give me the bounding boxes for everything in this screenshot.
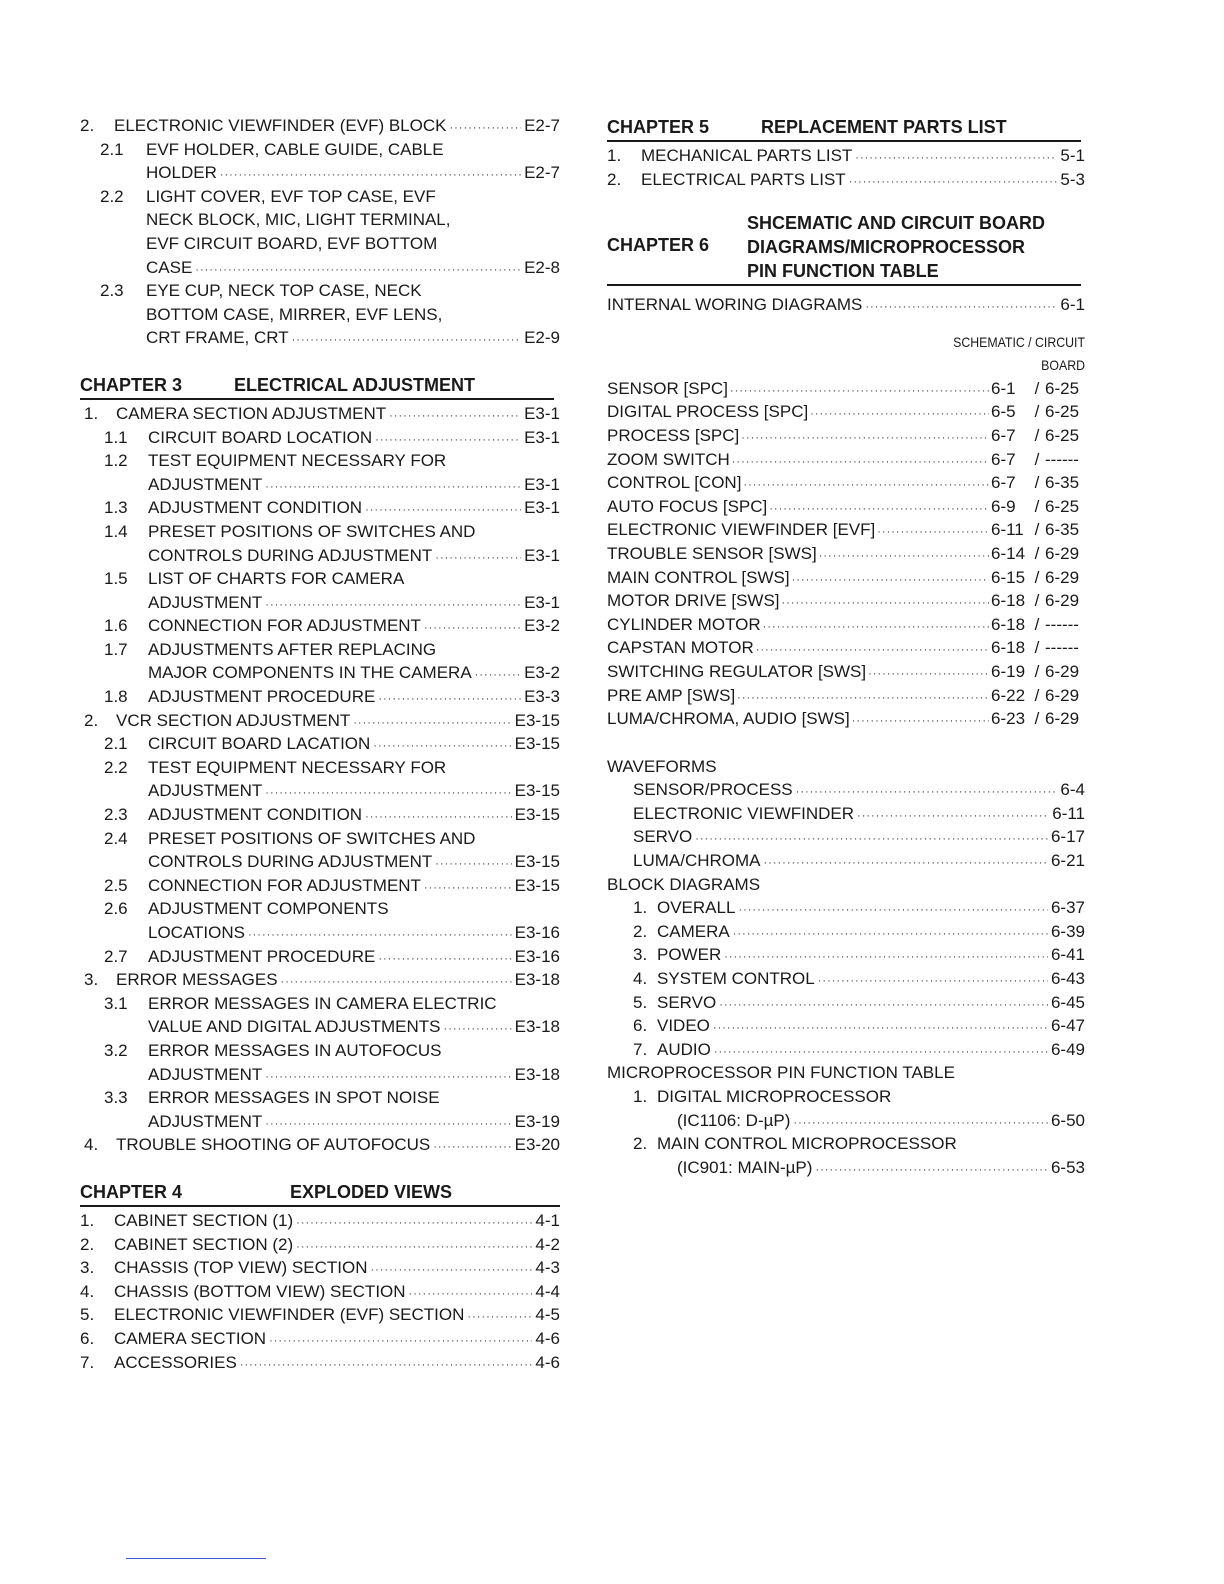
toc-entry-3-3-1[interactable]: 3.1 ERROR MESSAGES IN CAMERA ELECTRIC VALUE AND DIGITAL ADJUSTMENTS ····· E3-18 xyxy=(80,992,560,1039)
toc-entry-waveform[interactable]: LUMA/CHROMA ····· 6-21 xyxy=(607,849,1085,873)
toc-entry-3-2-5[interactable]: 2.5 CONNECTION FOR ADJUSTMENT ····· E3-15 xyxy=(80,874,560,898)
toc-entry-waveform[interactable]: SENSOR/PROCESS ····· 6-4 xyxy=(607,778,1085,802)
schematic-entry[interactable]: MAIN CONTROL [SWS] ····· 6-15 / 6-29 xyxy=(607,566,1085,590)
toc-entry-micro-1[interactable]: 1. DIGITAL MICROPROCESSOR (IC1106: D-µP) ····· 6-50 xyxy=(607,1085,1085,1132)
toc-entry-3-2-4[interactable]: 2.4 PRESET POSITIONS OF SWITCHES AND CONTROLS DURING ADJUSTMENT ····· E3-15 xyxy=(80,827,560,874)
toc-entry-5-1[interactable]: 1. MECHANICAL PARTS LIST ····· 5-1 xyxy=(607,144,1085,168)
toc-entry-3-1-1[interactable]: 1.1 CIRCUIT BOARD LOCATION ····· E3-1 xyxy=(80,426,560,450)
toc-entry-block[interactable]: 3. POWER ····· 6-41 xyxy=(607,943,1085,967)
toc-entry-3-3-2[interactable]: 3.2 ERROR MESSAGES IN AUTOFOCUS ADJUSTMENT ····· E3-18 xyxy=(80,1039,560,1086)
toc-entry-waveform[interactable]: ELECTRONIC VIEWFINDER ····· 6-11 xyxy=(607,802,1085,826)
schematic-circuit-header: SCHEMATIC / CIRCUIT xyxy=(953,333,1085,350)
toc-entry-5-3[interactable]: 2. ELECTRICAL PARTS LIST ····· 5-3 xyxy=(607,168,1085,192)
schematic-entry[interactable]: SENSOR [SPC] ····· 6-1 / 6-25 xyxy=(607,377,1085,401)
toc-entry-2-1[interactable]: 2.1 EVF HOLDER, CABLE GUIDE, CABLE HOLDER ····· E2-7 xyxy=(80,138,560,185)
toc-entry-micro-2[interactable]: 2. MAIN CONTROL MICROPROCESSOR (IC901: MAIN-µP) ····· 6-53 xyxy=(607,1132,1085,1179)
toc-entry-4-3[interactable]: 3. CHASSIS (TOP VIEW) SECTION ····· 4-3 xyxy=(80,1256,560,1280)
schematic-entry[interactable]: ZOOM SWITCH ····· 6-7 / ------ xyxy=(607,448,1085,472)
toc-entry-3-1-2[interactable]: 1.2 TEST EQUIPMENT NECESSARY FOR ADJUSTMENT ····· E3-1 xyxy=(80,449,560,496)
chapter-5-list xyxy=(607,144,1085,191)
toc-entry-3-2-3[interactable]: 2.3 ADJUSTMENT CONDITION ····· E3-15 xyxy=(80,803,560,827)
schematic-entry[interactable]: DIGITAL PROCESS [SPC] ····· 6-5 / 6-25 xyxy=(607,400,1085,424)
toc-entry-3-2[interactable]: 2. VCR SECTION ADJUSTMENT ····· E3-15 xyxy=(80,709,560,733)
toc-entry-4-5[interactable]: 5. ELECTRONIC VIEWFINDER (EVF) SECTION ····· 4-5 xyxy=(80,1303,560,1327)
toc-entry-block[interactable]: 1. OVERALL ····· 6-37 xyxy=(607,896,1085,920)
chapter-5-heading: CHAPTER 5 REPLACEMENT PARTS LIST xyxy=(607,114,1081,140)
schematic-entry[interactable]: CYLINDER MOTOR ····· 6-18 / ------ xyxy=(607,613,1085,637)
toc-entry-3-2-6[interactable]: 2.6 ADJUSTMENT COMPONENTS LOCATIONS ····· E3-16 xyxy=(80,897,560,944)
waveforms-heading: WAVEFORMS xyxy=(607,756,717,776)
toc-entry-block[interactable]: 7. AUDIO ····· 6-49 xyxy=(607,1038,1085,1062)
schematic-entry[interactable]: ELECTRONIC VIEWFINDER [EVF] ····· 6-11 / 6-35 xyxy=(607,518,1085,542)
right-column xyxy=(607,92,1085,1179)
toc-entry-3-2-2[interactable]: 2.2 TEST EQUIPMENT NECESSARY FOR ADJUSTMENT ····· E3-15 xyxy=(80,756,560,803)
toc-entry-3-3[interactable]: 3. ERROR MESSAGES ····· E3-18 xyxy=(80,968,560,992)
toc-entry-4-4[interactable]: 4. CHASSIS (BOTTOM VIEW) SECTION ····· 4-4 xyxy=(80,1280,560,1304)
schematic-entry[interactable]: CONTROL [CON] ····· 6-7 / 6-35 xyxy=(607,471,1085,495)
toc-entry-3-2-1[interactable]: 2.1 CIRCUIT BOARD LACATION ····· E3-15 xyxy=(80,732,560,756)
footer-rule xyxy=(126,1558,266,1559)
toc-entry-3-2-7[interactable]: 2.7 ADJUSTMENT PROCEDURE ····· E3-16 xyxy=(80,945,560,969)
schematic-entry[interactable]: TROUBLE SENSOR [SWS] ····· 6-14 / 6-29 xyxy=(607,542,1085,566)
toc-entry-3-3-3[interactable]: 3.3 ERROR MESSAGES IN SPOT NOISE ADJUSTMENT ····· E3-19 xyxy=(80,1086,560,1133)
toc-entry-4-1[interactable]: 1. CABINET SECTION (1) ····· 4-1 xyxy=(80,1209,560,1233)
toc-entry-2-2[interactable]: 2.2 LIGHT COVER, EVF TOP CASE, EVF NECK BLOCK, MIC, LIGHT TERMINAL, EVF CIRCUIT BOARD, EVF BOTTOM CASE ····· E2-8 xyxy=(80,185,560,279)
schematic-entry[interactable]: MOTOR DRIVE [SWS] ····· 6-18 / 6-29 xyxy=(607,589,1085,613)
toc-entry-3-1-6[interactable]: 1.6 CONNECTION FOR ADJUSTMENT ····· E3-2 xyxy=(80,614,560,638)
toc-entry-4-7[interactable]: 7. ACCESSORIES ····· 4-6 xyxy=(80,1351,560,1375)
micro-pin-heading: MICROPROCESSOR PIN FUNCTION TABLE xyxy=(607,1063,955,1083)
schematic-entry[interactable]: PROCESS [SPC] ····· 6-7 / 6-25 xyxy=(607,424,1085,448)
schematic-list xyxy=(607,377,1085,731)
chapter-4-heading: CHAPTER 4 EXPLODED VIEWS xyxy=(80,1179,560,1205)
toc-entry-3-1-7[interactable]: 1.7 ADJUSTMENTS AFTER REPLACING MAJOR COMPONENTS IN THE CAMERA ····· E3-2 xyxy=(80,638,560,685)
toc-entry-3-1-4[interactable]: 1.4 PRESET POSITIONS OF SWITCHES AND CONTROLS DURING ADJUSTMENT ····· E3-1 xyxy=(80,520,560,567)
schematic-entry[interactable]: PRE AMP [SWS] ····· 6-22 / 6-29 xyxy=(607,684,1085,708)
schematic-entry[interactable]: CAPSTAN MOTOR ····· 6-18 / ------ xyxy=(607,636,1085,660)
toc-entry-block[interactable]: 6. VIDEO ····· 6-47 xyxy=(607,1014,1085,1038)
schematic-entry[interactable]: AUTO FOCUS [SPC] ····· 6-9 / 6-25 xyxy=(607,495,1085,519)
toc-entry-3-1-3[interactable]: 1.3 ADJUSTMENT CONDITION ····· E3-1 xyxy=(80,496,560,520)
toc-entry-evf-block[interactable]: 2. ELECTRONIC VIEWFINDER (EVF) BLOCK ····· E2-7 xyxy=(80,114,560,138)
chapter-4-list xyxy=(80,1209,560,1374)
toc-entry-3-4[interactable]: 4. TROUBLE SHOOTING OF AUTOFOCUS ····· E3-20 xyxy=(80,1133,560,1157)
toc-entry-block[interactable]: 5. SERVO ····· 6-45 xyxy=(607,991,1085,1015)
toc-entry-3-1-8[interactable]: 1.8 ADJUSTMENT PROCEDURE ····· E3-3 xyxy=(80,685,560,709)
schematic-entry[interactable]: SWITCHING REGULATOR [SWS] ····· 6-19 / 6-29 xyxy=(607,660,1085,684)
micro-pin-list xyxy=(607,1085,1085,1179)
chapter-3-list xyxy=(80,402,560,1157)
toc-entry-3-1-5[interactable]: 1.5 LIST OF CHARTS FOR CAMERA ADJUSTMENT ····· E3-1 xyxy=(80,567,560,614)
block-diagrams-heading: BLOCK DIAGRAMS xyxy=(607,874,761,894)
toc-entry-block[interactable]: 2. CAMERA ····· 6-39 xyxy=(607,920,1085,944)
board-header: BOARD xyxy=(1041,356,1085,373)
toc-entry-2-3[interactable]: 2.3 EYE CUP, NECK TOP CASE, NECK BOTTOM CASE, MIRRER, EVF LENS, CRT FRAME, CRT ····· E2-9 xyxy=(80,279,560,350)
toc-entry-4-2[interactable]: 2. CABINET SECTION (2) ····· 4-2 xyxy=(80,1233,560,1257)
toc-entry-internal-wiring[interactable]: INTERNAL WORING DIAGRAMS ····· 6-1 xyxy=(607,293,1085,317)
schematic-entry[interactable]: LUMA/CHROMA, AUDIO [SWS] ····· 6-23 / 6-29 xyxy=(607,707,1085,731)
waveforms-list xyxy=(607,778,1085,872)
toc-entry-4-6[interactable]: 6. CAMERA SECTION ····· 4-6 xyxy=(80,1327,560,1351)
left-column xyxy=(80,114,560,1374)
toc-entry-waveform[interactable]: SERVO ····· 6-17 xyxy=(607,825,1085,849)
chapter-3-heading: CHAPTER 3 ELECTRICAL ADJUSTMENT xyxy=(80,372,554,398)
toc-entry-block[interactable]: 4. SYSTEM CONTROL ····· 6-43 xyxy=(607,967,1085,991)
block-diagrams-list xyxy=(607,896,1085,1061)
toc-entry-3-1[interactable]: 1. CAMERA SECTION ADJUSTMENT ····· E3-1 xyxy=(80,402,560,426)
chapter-6-heading: CHAPTER 6 SHCEMATIC AND CIRCUIT BOARD DIAGRAMS/MICROPROCESSOR PIN FUNCTION TABLE xyxy=(607,211,1081,283)
